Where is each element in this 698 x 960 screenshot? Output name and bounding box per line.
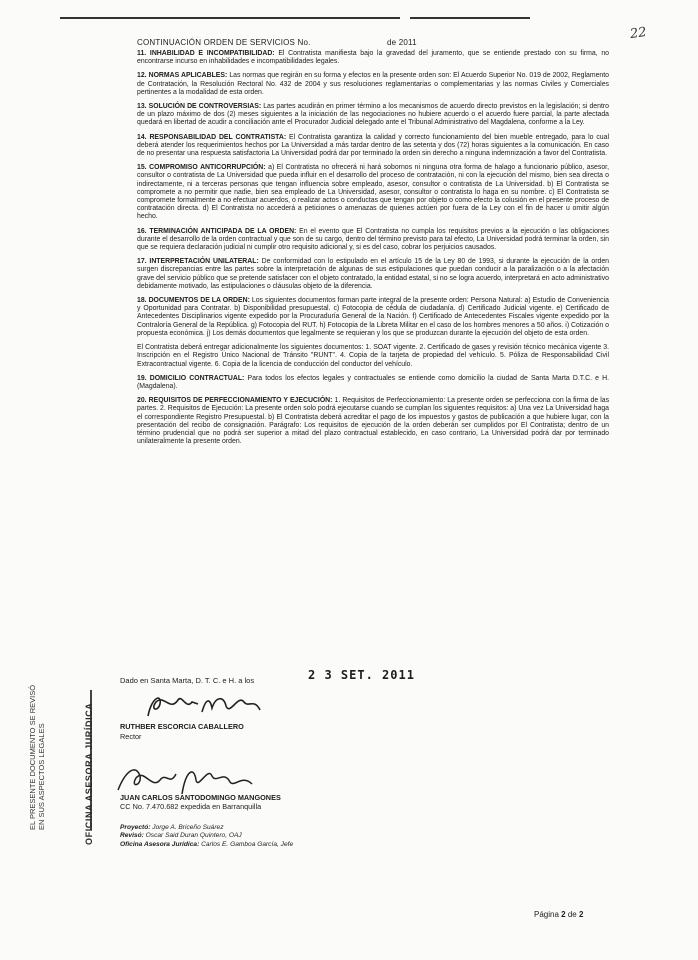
section-12: 12. NORMAS APLICABLES: Las normas que regirán en su forma y efectos en la presente orden son: El Acuerdo Superior No. 019 de 2002, Reglamento de Contratación, la Resolución Rectoral No. 432 de 2004 y sus resoluciones reglamentarias o complementarias y las normas Civiles y Comerciales pertinentes a la modalidad de esta orden.	[137, 72, 609, 96]
top-rule	[60, 17, 400, 19]
section-18-additional: El Contratista deberá entregar adicionalmente los siguientes documentos: 1. SOAT vigente. 2. Certificado de gases y revisión técnico mecánica vigente 3. Inscripción en el Registro Único Nacional de Tránsito "RUNT". 4. Copia de la tarjeta de propiedad del vehículo. 5. Póliza de Responsabilidad Civil Extracontractual vigente. 6. Copia de la licencia de conducción del conductor del vehículo.	[137, 344, 609, 368]
section-14: 14. RESPONSABILIDAD DEL CONTRATISTA: El Contratista garantiza la calidad y correcto funcionamiento del bien mueble entregado, para lo cual deberá atender los requerimientos hechos por La Universidad a más tardar dentro de las setenta y dos (72) horas siguientes a la comunicación. En caso de no presentar una respuesta satisfactoria La Universidad podrá dar por terminado la orden sin derecho a ninguna indemnización a favor del Contratista.	[137, 133, 610, 158]
page-footer: Página 2 de 2	[534, 910, 584, 919]
rector-signature-icon	[140, 690, 270, 722]
document-body	[137, 50, 609, 452]
credits	[120, 824, 293, 849]
credit-reviso: Revisó: Oscar Said Duran Quintero, OAJ	[120, 832, 242, 840]
credit-proyecto: Proyectó: Jorge A. Briceño Suárez	[120, 824, 224, 831]
document-header	[137, 38, 417, 47]
legal-review-stamp: EL PRESENTE DOCUMENTO SE REVISÓ EN SUS ASPECTOS LEGALES	[28, 684, 46, 830]
section-13: 13. SOLUCIÓN DE CONTROVERSIAS: Las partes acudirán en primer término a los mecanismos de acuerdo directo previstos en la legislación; si dentro de un plazo máximo de dos (2) meses siguientes a la iniciación de las negociaciones no hubiere acuerdo o el acuerdo fuere parcial, la parte afectada quedará en libertad de acudir a conciliación ante el Procurador Judicial delegado ante el Tribunal Administrativo del Magdalena, conforme a la Ley.	[137, 103, 609, 127]
section-15: 15. COMPROMISO ANTICORRUPCIÓN: a) El Contratista no ofrecerá ni hará sobornos ni ninguna otra forma de halago a funcionario público, asesor, consultor o contratista de La Universidad que pueda influir en el desarrollo del proceso de contratación, ni con la ejecución del mismo, bien sea directa o indirectamente, ni a terceras personas que tengan influencia sobre empleado, asesor, consultor o contratista de La Universidad. b) El Contratista se compromete a no permitir que nadie, bien sea empleado de La Universidad, asesor, consultor o contratista lo haga en su nombre. c) El Contratista se compromete formalmente a no efectuar acuerdos, o realizar actos o conductas que tengan por objeto o como efecto la colusión en el presente proceso de contratación directa. d) El Contratista no accederá a peticiones o amenazas de quienes actúen por fuera de la Ley con el fin de hacer u omitir algún hecho.	[137, 164, 609, 221]
handwritten-page-number: 22	[629, 24, 648, 43]
top-rule-right	[410, 17, 530, 19]
section-17: 17. INTERPRETACIÓN UNILATERAL: De conformidad con lo estipulado en el artículo 15 de la Ley 80 de 1993, si durante la ejecución de la orden surgen discrepancias entre las partes sobre la interpretación de algunas de sus estipulaciones que puedan conducir a la paralización o a la afectación grave del servicio público que se pretende satisfacer con el objeto contratado, la entidad estatal, si no se logra acuerdo, interpretará en acto administrativo debidamente motivado, las estipulaciones o cláusulas objeto de la diferencia.	[137, 258, 610, 290]
legal-office-stamp: OFICINA ASESORA JURÍDICA	[84, 702, 94, 845]
header-date: de 2011	[387, 38, 417, 47]
section-16: 16. TERMINACIÓN ANTICIPADA DE LA ORDEN: En el evento que El Contratista no cumpla los requisitos previos a la ejecución o las obligaciones durante el desarrollo de la orden contractual y que son de su cargo, dentro del término previsto para tal efecto, La Universidad podrá terminar la orden, sin que se requiera declaración judicial ni cumplir otro requisito adicional y, si es del caso, cobrar los perjuicios causados.	[137, 227, 610, 252]
rector-name: RUTHBER ESCORCIA CABALLERO	[120, 722, 244, 731]
credit-oficina: Oficina Asesora Jurídica: Carlos E. Gamboa García, Jefe	[120, 840, 294, 848]
signing-place: Dado en Santa Marta, D. T. C. e H. a los	[120, 676, 255, 685]
date-stamp: 2 3 SET. 2011	[308, 668, 415, 682]
section-11: 11. INHABILIDAD E INCOMPATIBILIDAD: El Contratista manifiesta bajo la gravedad del juramento, que se entiende prestado con su firma, no encontrarse incurso en inhabilidades e incompatibilidades legales.	[137, 50, 610, 66]
section-18: 18. DOCUMENTOS DE LA ORDEN: Los siguientes documentos forman parte integral de la presente orden: Persona Natural: a) Estudio de Conveniencia y Oportunidad para Contratar. b) Disponibilidad presupuestal. c) Fotocopia de cédula de ciudadanía. d) Certificado Judicial vigente. e) Certificado de Antecedentes Disciplinarios vigente expedido por la Procuraduría General de la Nación. f) Certificado de Antecedentes Fiscales vigente expedido por la Contraloría General de la República. g) Fotocopia del RUT. h) Fotocopia de la Libreta Militar en el caso de los hombres menores a 50 años. i) Cotización o propuesta económica. j) Los demás documentos que legalmente se requieran y los que se produzcan durante la ejecución del objeto de esta orden.	[137, 297, 609, 337]
rector-role: Rector	[120, 732, 142, 741]
contractor-id: CC No. 7.470.682 expedida en Barranquilla	[120, 802, 262, 811]
section-20: 20. REQUISITOS DE PERFECCIONAMIENTO Y EJECUCIÓN: 1. Requisitos de Perfeccionamiento: La presente orden se perfecciona con la firma de las partes. 2. Requisitos de Ejecución: La presente orden solo podrá ejecutarse cuando se cumplan los siguientes requisitos: a) Una vez La Universidad haga el correspondiente Registro Presupuestal. b) El Contratista deberá acreditar el pago de los impuestos y gastos de publicación a que hubiere lugar, con la presentación del recibo de consignación. Parágrafo: Los requisitos de ejecución de la orden deberán ser cumplidos por El Contratista; dentro de un término prudencial que no podrá ser superior a mitad del plazo contractual establecido, en caso contrario, La Universidad podrá dar por terminado unilateralmente la presente orden.	[137, 397, 610, 446]
header-title: CONTINUACIÓN ORDEN DE SERVICIOS No.	[137, 38, 311, 47]
contractor-name: JUAN CARLOS SANTODOMINGO MANGONES	[120, 793, 281, 802]
section-19: 19. DOMICILIO CONTRACTUAL: Para todos los efectos legales y contractuales se entiende como domicilio la ciudad de Santa Marta D.T.C. e H.(Magdalena).	[137, 374, 610, 390]
